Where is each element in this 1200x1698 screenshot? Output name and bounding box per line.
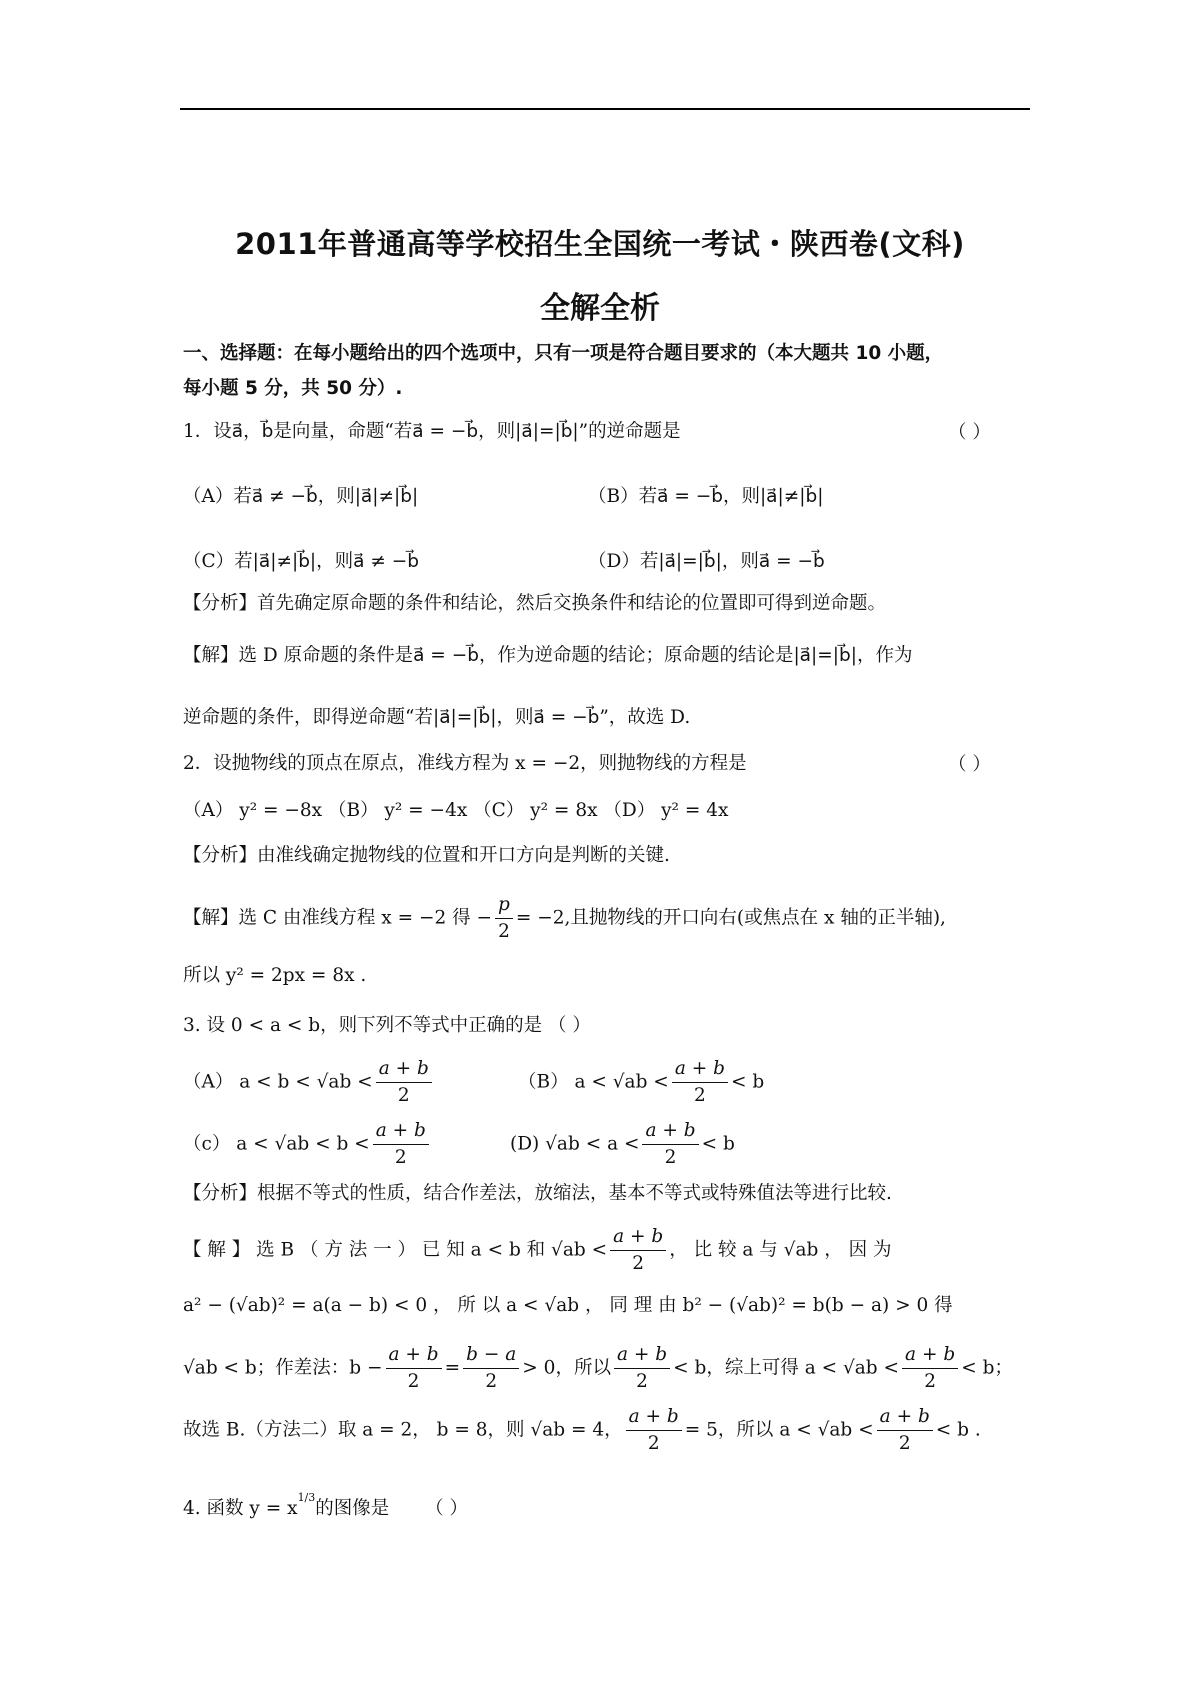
q2-options: （A） y² = −8x （B） y² = −4x （C） y² = 8x （D） y² = 4x xyxy=(183,800,729,821)
q3-solution-line4 xyxy=(183,1404,981,1457)
frac-num: a + b xyxy=(610,1224,666,1251)
q1-solution-line1: 【解】选 D 原命题的条件是a⃗ = −b⃗，作为逆命题的结论；原命题的结论是|a⃗|=|b⃗|，作为 xyxy=(183,645,913,666)
frac-den: 2 xyxy=(636,1371,648,1392)
frac-num: a + b xyxy=(614,1342,670,1369)
q3-s3-text-a: √ab < b；作差法：b − xyxy=(183,1357,383,1379)
q3-option-b-text: （B） a < √ab < xyxy=(518,1071,669,1093)
q3-option-b xyxy=(518,1056,764,1109)
q3-s3-frac2 xyxy=(463,1342,519,1395)
q3-option-a xyxy=(183,1056,435,1109)
q3-s4-text-a: 故选 B.（方法二）取 a = 2， b = 8，则 √ab = 4， xyxy=(183,1419,623,1441)
frac-num: a + b xyxy=(373,1118,429,1145)
q3-s3-eq: = xyxy=(444,1357,461,1379)
q3-option-d-text: (D) √ab < a < xyxy=(510,1133,640,1155)
q2-stem: 2．设抛物线的顶点在原点，准线方程为 x = −2，则抛物线的方程是 xyxy=(183,753,747,774)
q2-fraction-num: p xyxy=(495,892,513,919)
page-subtitle: 全解全析 xyxy=(540,291,660,326)
q3-option-a-text: （A） a < b < √ab < xyxy=(183,1071,373,1093)
q3-stem: 3. 设 0 < a < b，则下列不等式中正确的是 （ ） xyxy=(183,1015,591,1036)
q1-option-d: （D）若|a⃗|=|b⃗|，则a⃗ = −b⃗ xyxy=(588,551,825,572)
q2-solution-text-b: = −2,且抛物线的开口向右(或焦点在 x 轴的正半轴), xyxy=(515,907,946,929)
q3-option-b-frac xyxy=(672,1056,728,1109)
q3-s4-text-b: = 5，所以 a < √ab < xyxy=(684,1419,874,1441)
header-rule xyxy=(180,108,1030,110)
q4-exponent: 1/3 xyxy=(297,1491,316,1504)
q2-answer-blank: （ ） xyxy=(948,754,991,775)
q3-solution-line2: a² − (√ab)² = a(a − b) < 0 ， 所 以 a < √ab ， 同 理 由 b² − (√ab)² = b(b − a) > 0 得 xyxy=(183,1295,953,1316)
frac-num: a + b xyxy=(386,1342,442,1369)
page-title: 2011年普通高等学校招生全国统一考试・陕西卷(文科) xyxy=(235,227,965,261)
q3-s3-text-c: < b，综上可得 a < √ab < xyxy=(673,1357,900,1379)
frac-num: a + b xyxy=(672,1056,728,1083)
frac-num: a + b xyxy=(902,1342,958,1369)
q3-option-c-text: （c） a < √ab < b < xyxy=(183,1133,370,1155)
q3-option-c-frac xyxy=(373,1118,429,1171)
q3-option-b-tail: < b xyxy=(730,1071,765,1093)
frac-den: 2 xyxy=(632,1253,645,1274)
q1-option-b: （B）若a⃗ = −b⃗，则|a⃗|≠|b⃗| xyxy=(588,486,824,507)
q1-solution-line2: 逆命题的条件，即得逆命题“若|a⃗|=|b⃗|，则a⃗ = −b⃗”，故选 D. xyxy=(183,707,691,728)
q3-option-d-frac xyxy=(642,1118,698,1171)
frac-den: 2 xyxy=(924,1371,936,1392)
frac-den: 2 xyxy=(647,1433,660,1454)
q4-stem-text-b: 的图像是 xyxy=(315,1498,390,1520)
q3-s1-frac xyxy=(610,1224,666,1277)
q3-analysis: 【分析】根据不等式的性质，结合作差法，放缩法，基本不等式或特殊值法等进行比较. xyxy=(183,1183,892,1204)
frac-num: b − a xyxy=(463,1342,519,1369)
q3-s3-frac1 xyxy=(386,1342,442,1395)
frac-den: 2 xyxy=(664,1147,677,1168)
q1-stem: 1．设a⃗，b⃗是向量，命题“若a⃗ = −b⃗，则|a⃗|=|b⃗|”的逆命题是 xyxy=(183,421,681,442)
q1-option-a: （A）若a⃗ ≠ −b⃗，则|a⃗|≠|b⃗| xyxy=(183,486,419,507)
q3-s4-frac2 xyxy=(877,1404,933,1457)
frac-den: 2 xyxy=(407,1371,420,1392)
q3-s4-frac1 xyxy=(626,1404,682,1457)
q4-stem xyxy=(183,1490,468,1523)
section-heading-line2: 每小题 5 分，共 50 分）. xyxy=(183,378,403,399)
frac-num: a + b xyxy=(626,1404,682,1431)
section-heading-line1: 一、选择题：在每小题给出的四个选项中，只有一项是符合题目要求的（本大题共 10 小题， xyxy=(183,343,944,364)
q1-answer-blank: （ ） xyxy=(948,422,991,443)
frac-den: 2 xyxy=(485,1371,498,1392)
q2-fraction xyxy=(495,892,513,945)
q1-analysis: 【分析】首先确定原命题的条件和结论，然后交换条件和结论的位置即可得到逆命题。 xyxy=(183,593,887,614)
q3-solution-line3 xyxy=(183,1342,1013,1395)
frac-den: 2 xyxy=(898,1433,911,1454)
q3-s3-frac4 xyxy=(902,1342,958,1395)
q2-solution-line1 xyxy=(183,892,946,945)
frac-num: a + b xyxy=(877,1404,933,1431)
q4-answer-blank: （ ） xyxy=(425,1498,469,1520)
frac-den: 2 xyxy=(693,1085,706,1106)
q3-s3-text-b: > 0，所以 xyxy=(522,1357,611,1379)
q3-s3-text-d: < b； xyxy=(961,1357,1013,1379)
q3-option-d-tail: < b xyxy=(701,1133,735,1155)
q3-s1-text-a: 【 解 】 选 B （ 方 法 一 ） 已 知 a < b 和 √ab < xyxy=(183,1239,608,1261)
frac-den: 2 xyxy=(394,1147,407,1168)
q2-solution-text-a: 【解】选 C 由准线方程 x = −2 得 − xyxy=(183,907,493,929)
q3-s4-text-c: < b . xyxy=(935,1419,981,1441)
frac-den: 2 xyxy=(397,1085,410,1106)
q2-analysis: 【分析】由准线确定抛物线的位置和开口方向是判断的关键. xyxy=(183,845,670,866)
q2-solution-line2: 所以 y² = 2px = 8x . xyxy=(183,965,367,986)
q3-option-c xyxy=(183,1118,432,1171)
q3-s1-text-b: ， 比 较 a 与 √ab ， 因 为 xyxy=(669,1239,892,1261)
q3-solution-line1 xyxy=(183,1224,892,1277)
q3-option-d xyxy=(510,1118,735,1171)
frac-num: a + b xyxy=(642,1118,698,1145)
frac-num: a + b xyxy=(376,1056,432,1083)
q2-fraction-den: 2 xyxy=(498,921,510,942)
q3-s3-frac3 xyxy=(614,1342,670,1395)
q3-option-a-frac xyxy=(376,1056,432,1109)
q1-option-c: （C）若|a⃗|≠|b⃗|，则a⃗ ≠ −b⃗ xyxy=(183,551,420,572)
q4-stem-text-a: 4. 函数 y = x xyxy=(183,1498,298,1520)
